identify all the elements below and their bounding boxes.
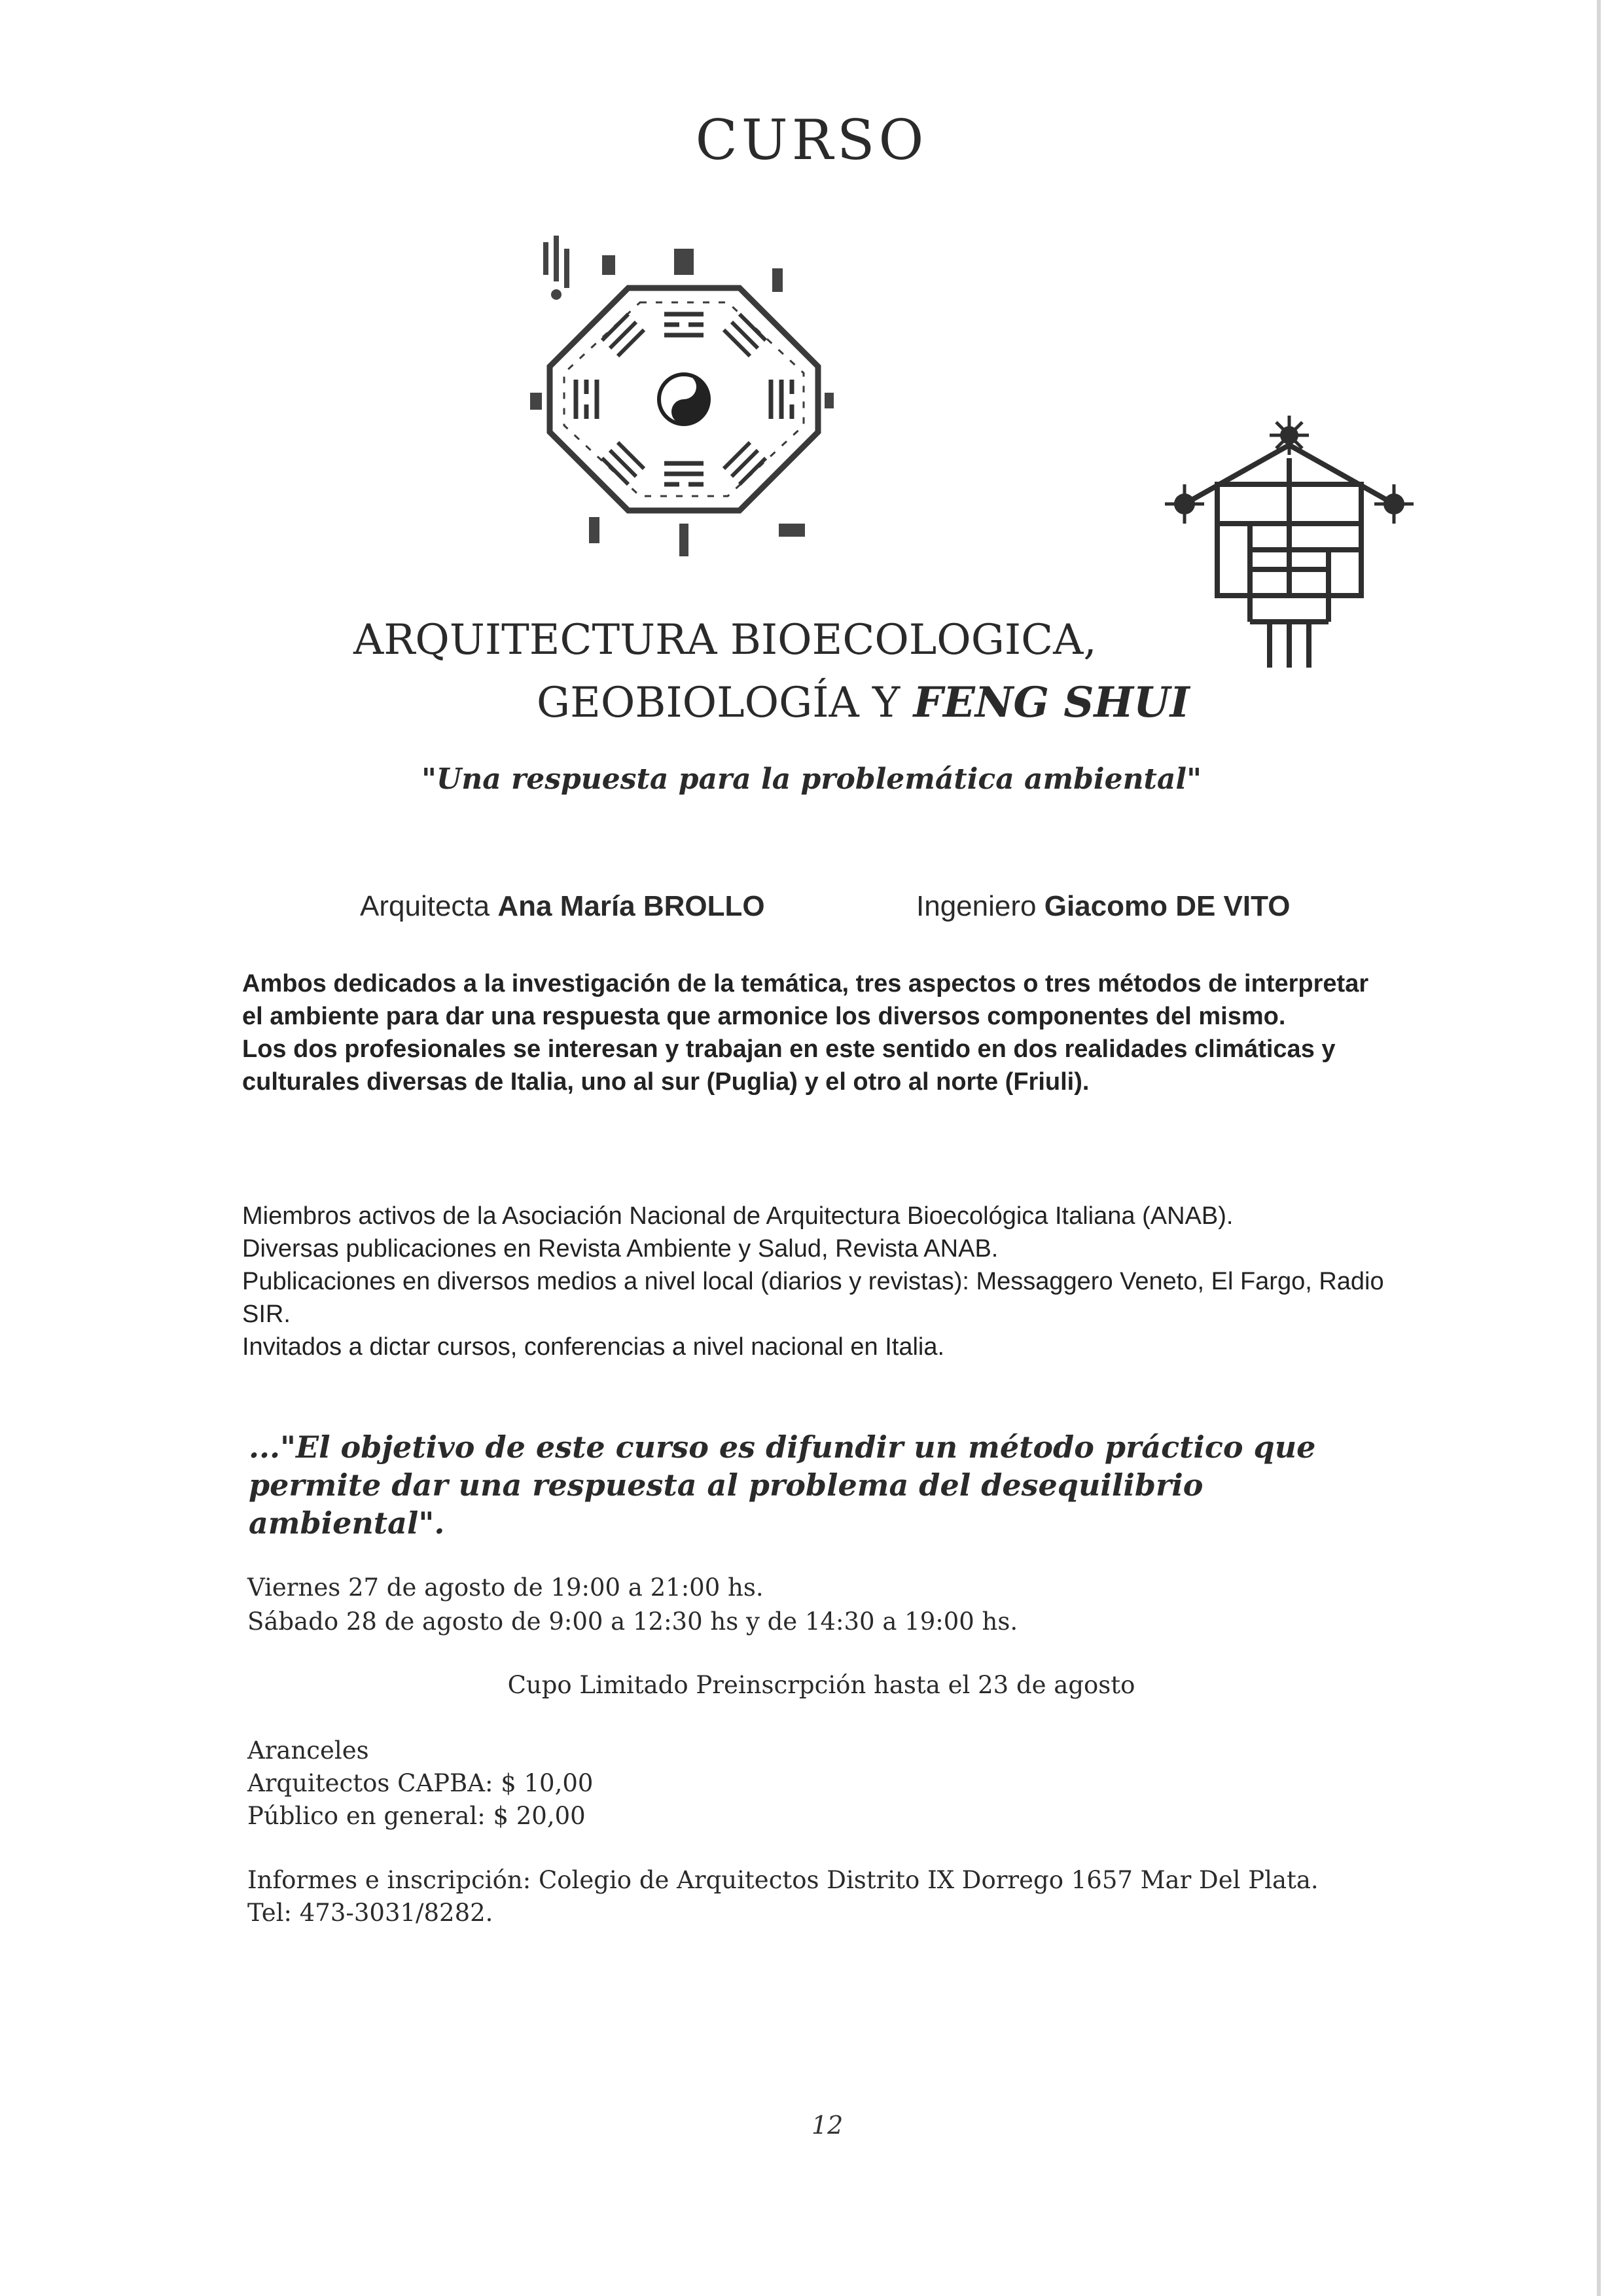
author-engineer — [916, 890, 1290, 923]
author-architect-role: Arquitecta — [360, 890, 490, 922]
fees-heading: Aranceles — [247, 1736, 369, 1765]
members-line-1: Miembros activos de la Asociación Nacional de Arquitectura Bioecológica Italiana (ANAB). — [242, 1202, 1234, 1230]
description-paragraph-2: Los dos profesionales se interesan y trabajan en este sentido en dos realidades climáticas y culturales diversas de Italia, uno al sur (Puglia) y el otro al norte (Friuli). — [242, 1035, 1336, 1096]
members-block — [242, 1200, 1394, 1363]
description-paragraph-1: Ambos dedicados a la investigación de la temática, tres aspectos o tres métodos de interpretar el ambiente para dar una respuesta que armonice los diversos componentes del mismo. — [242, 970, 1369, 1030]
trigram-top — [664, 314, 704, 335]
author-architect — [360, 890, 765, 923]
fees-public: Público en general: $ 20,00 — [247, 1802, 586, 1830]
members-line-4: Invitados a dictar cursos, conferencias a nivel nacional en Italia. — [242, 1333, 945, 1361]
trigram-bottom — [664, 463, 704, 484]
members-line-3: Publicaciones en diversos medios a nivel local (diarios y revistas): Messaggero Veneto, El Fargo, Radio SIR. — [242, 1268, 1384, 1328]
schedule-friday: Viernes 27 de agosto de 19:00 a 21:00 hs. — [247, 1573, 764, 1602]
trigram-left — [576, 380, 597, 419]
schedule-saturday: Sábado 28 de agosto de 9:00 a 12:30 hs y de 14:30 a 19:00 hs. — [247, 1607, 1018, 1636]
author-engineer-name: Giacomo DE VITO — [1044, 890, 1291, 922]
page-title: CURSO — [695, 108, 928, 172]
author-engineer-role: Ingeniero — [916, 890, 1037, 922]
yin-yang-icon — [659, 374, 709, 424]
trigram-right — [771, 380, 792, 419]
course-title-line1: ARQUITECTURA BIOECOLOGICA, — [353, 616, 1097, 664]
course-title-feng-shui: FENG SHUI — [913, 678, 1190, 727]
course-title-line2 — [353, 672, 1270, 734]
contact-address: Informes e inscripción: Colegio de Arquitectos Distrito IX Dorrego 1657 Mar Del Plata. — [247, 1866, 1319, 1894]
members-line-2: Diversas publicaciones en Revista Ambiente y Salud, Revista ANAB. — [242, 1235, 999, 1263]
contact-block — [247, 1864, 1425, 1929]
fees-block — [247, 1734, 1033, 1833]
schedule-block — [247, 1571, 1399, 1639]
registration-notice: Cupo Limitado Preinscrpción hasta el 23 de agosto — [507, 1671, 1135, 1699]
page-number: 12 — [812, 2111, 844, 2140]
course-title — [353, 609, 1270, 734]
page-edge — [1597, 0, 1601, 2296]
description-block — [242, 967, 1394, 1098]
course-title-line2-prefix: GEOBIOLOGÍA Y — [537, 679, 914, 727]
contact-phone: Tel: 473-3031/8282. — [247, 1899, 493, 1927]
course-subtitle: "Una respuesta para la problemática ambiental" — [421, 762, 1202, 796]
author-architect-name: Ana María BROLLO — [497, 890, 765, 922]
bagua-illustration — [530, 216, 838, 569]
fees-architects: Arquitectos CAPBA: $ 10,00 — [247, 1769, 594, 1797]
objective-quote: ..."El objetivo de este curso es difundir un método práctico que permite dar una respuesta al problema del desequilibrio ambiental". — [249, 1429, 1316, 1541]
